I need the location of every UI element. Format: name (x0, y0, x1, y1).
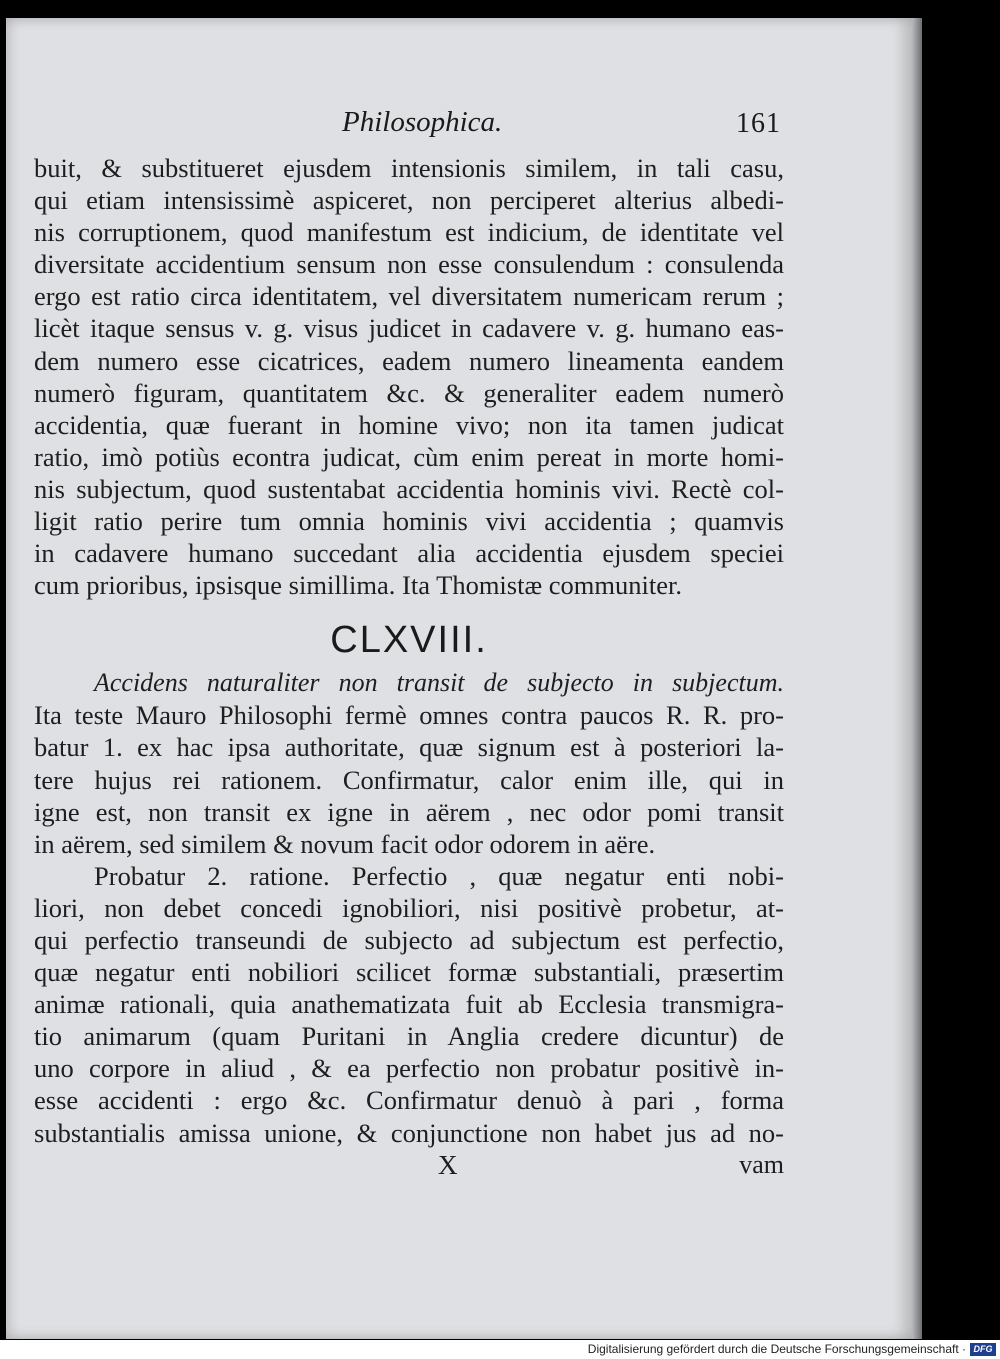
text-line: ligit ratio perire tum omnia hominis vivi accidentia ; quamvis (34, 506, 784, 537)
catchword: vam (739, 1149, 784, 1179)
text-line: tio animarum (quam Puritani in Anglia credere dicuntur) de (34, 1021, 784, 1052)
book-page (6, 18, 912, 1339)
text-line: nis corruptionem, quod manifestum est indicium, de identitate vel (34, 217, 784, 248)
text-line: ratio, imò potiùs econtra judicat, cùm enim pereat in morte homi- (34, 441, 784, 472)
text-line: substantialis amissa unione, & conjunctione non habet jus ad no- (34, 1117, 784, 1148)
text-line: tere hujus rei rationem. Confirmatur, calor enim ille, qui in (34, 764, 784, 795)
text-line: ergo est ratio circa identitatem, vel diversitatem numericam rerum ; (34, 281, 784, 312)
text-line: qui perfectio transeundi de subjecto ad subjectum est perfectio, (34, 924, 784, 955)
running-head: Philosophica. (342, 106, 503, 138)
text-line: Probatur 2. ratione. Perfectio , quæ negatur enti nobi- (94, 860, 784, 891)
paragraph-1 (34, 152, 784, 601)
page-foot (34, 1149, 784, 1183)
text-line: Ita teste Mauro Philosophi fermè omnes contra paucos R. R. pro- (34, 700, 784, 731)
text-line: accidentia, quæ fuerant in homine vivo; non ita tamen judicat (34, 409, 784, 440)
body-text (34, 152, 784, 1183)
text-line: igne est, non transit ex igne in aërem , nec odor pomi transit (34, 796, 784, 827)
text-line: cum prioribus, ipsisque simillima. Ita Thomistæ communiter. (34, 570, 682, 601)
text-line: batur 1. ex hac ipsa authoritate, quæ signum est à posteriori la- (34, 732, 784, 763)
funding-note: Digitalisierung gefördert durch die Deutsche Forschungsgemeinschaft · (587, 1342, 966, 1356)
text-line: animæ rationali, quia anathematizata fuit ab Ecclesia transmigra- (34, 989, 784, 1020)
text-line: nis subjectum, quod sustentabat accidentia hominis vivi. Rectè col- (34, 473, 784, 504)
text-line: in aërem, sed similem & novum facit odor odorem in aëre. (34, 828, 656, 859)
text-line: in cadavere humano succedant alia accidentia ejusdem speciei (34, 538, 784, 569)
text-line: liori, non debet concedi ignobiliori, nisi positivè probetur, at- (34, 892, 784, 923)
page-edge (912, 18, 922, 1339)
text-line: numerò figuram, quantitatem &c. & generaliter eadem numerò (34, 377, 784, 408)
paragraph-3 (34, 860, 784, 1149)
text-line: diversitate accidentium sensum non esse consulendum : consulenda (34, 249, 784, 280)
footer-bar (0, 1340, 1000, 1359)
section-title: Accidens naturaliter non transit de subjecto in subjectum. (94, 668, 784, 698)
text-line: esse accidenti : ergo &c. Confirmatur denuò à pari , forma (34, 1085, 784, 1116)
text-line: quæ negatur enti nobiliori scilicet formæ substantiali, præsertim (34, 957, 784, 988)
paragraph-2 (34, 699, 784, 859)
text-line: uno corpore in aliud , & ea perfectio non probatur positivè in- (34, 1053, 784, 1084)
text-line: qui etiam intensissimè aspiceret, non perciperet alterius albedi- (34, 185, 784, 216)
page-number: 161 (736, 108, 781, 139)
text-line: dem numero esse cicatrices, eadem numero lineamenta eandem (34, 345, 784, 376)
section-number: CLXVIII. (330, 619, 488, 662)
signature-mark: X (438, 1149, 458, 1180)
dfg-logo-icon: DFG (970, 1343, 996, 1356)
text-line: licèt itaque sensus v. g. visus judicet in cadavere v. g. humano eas- (34, 313, 784, 344)
text-line: buit, & substitueret ejusdem intensionis similem, in tali casu, (34, 153, 784, 183)
page-header (6, 106, 912, 146)
